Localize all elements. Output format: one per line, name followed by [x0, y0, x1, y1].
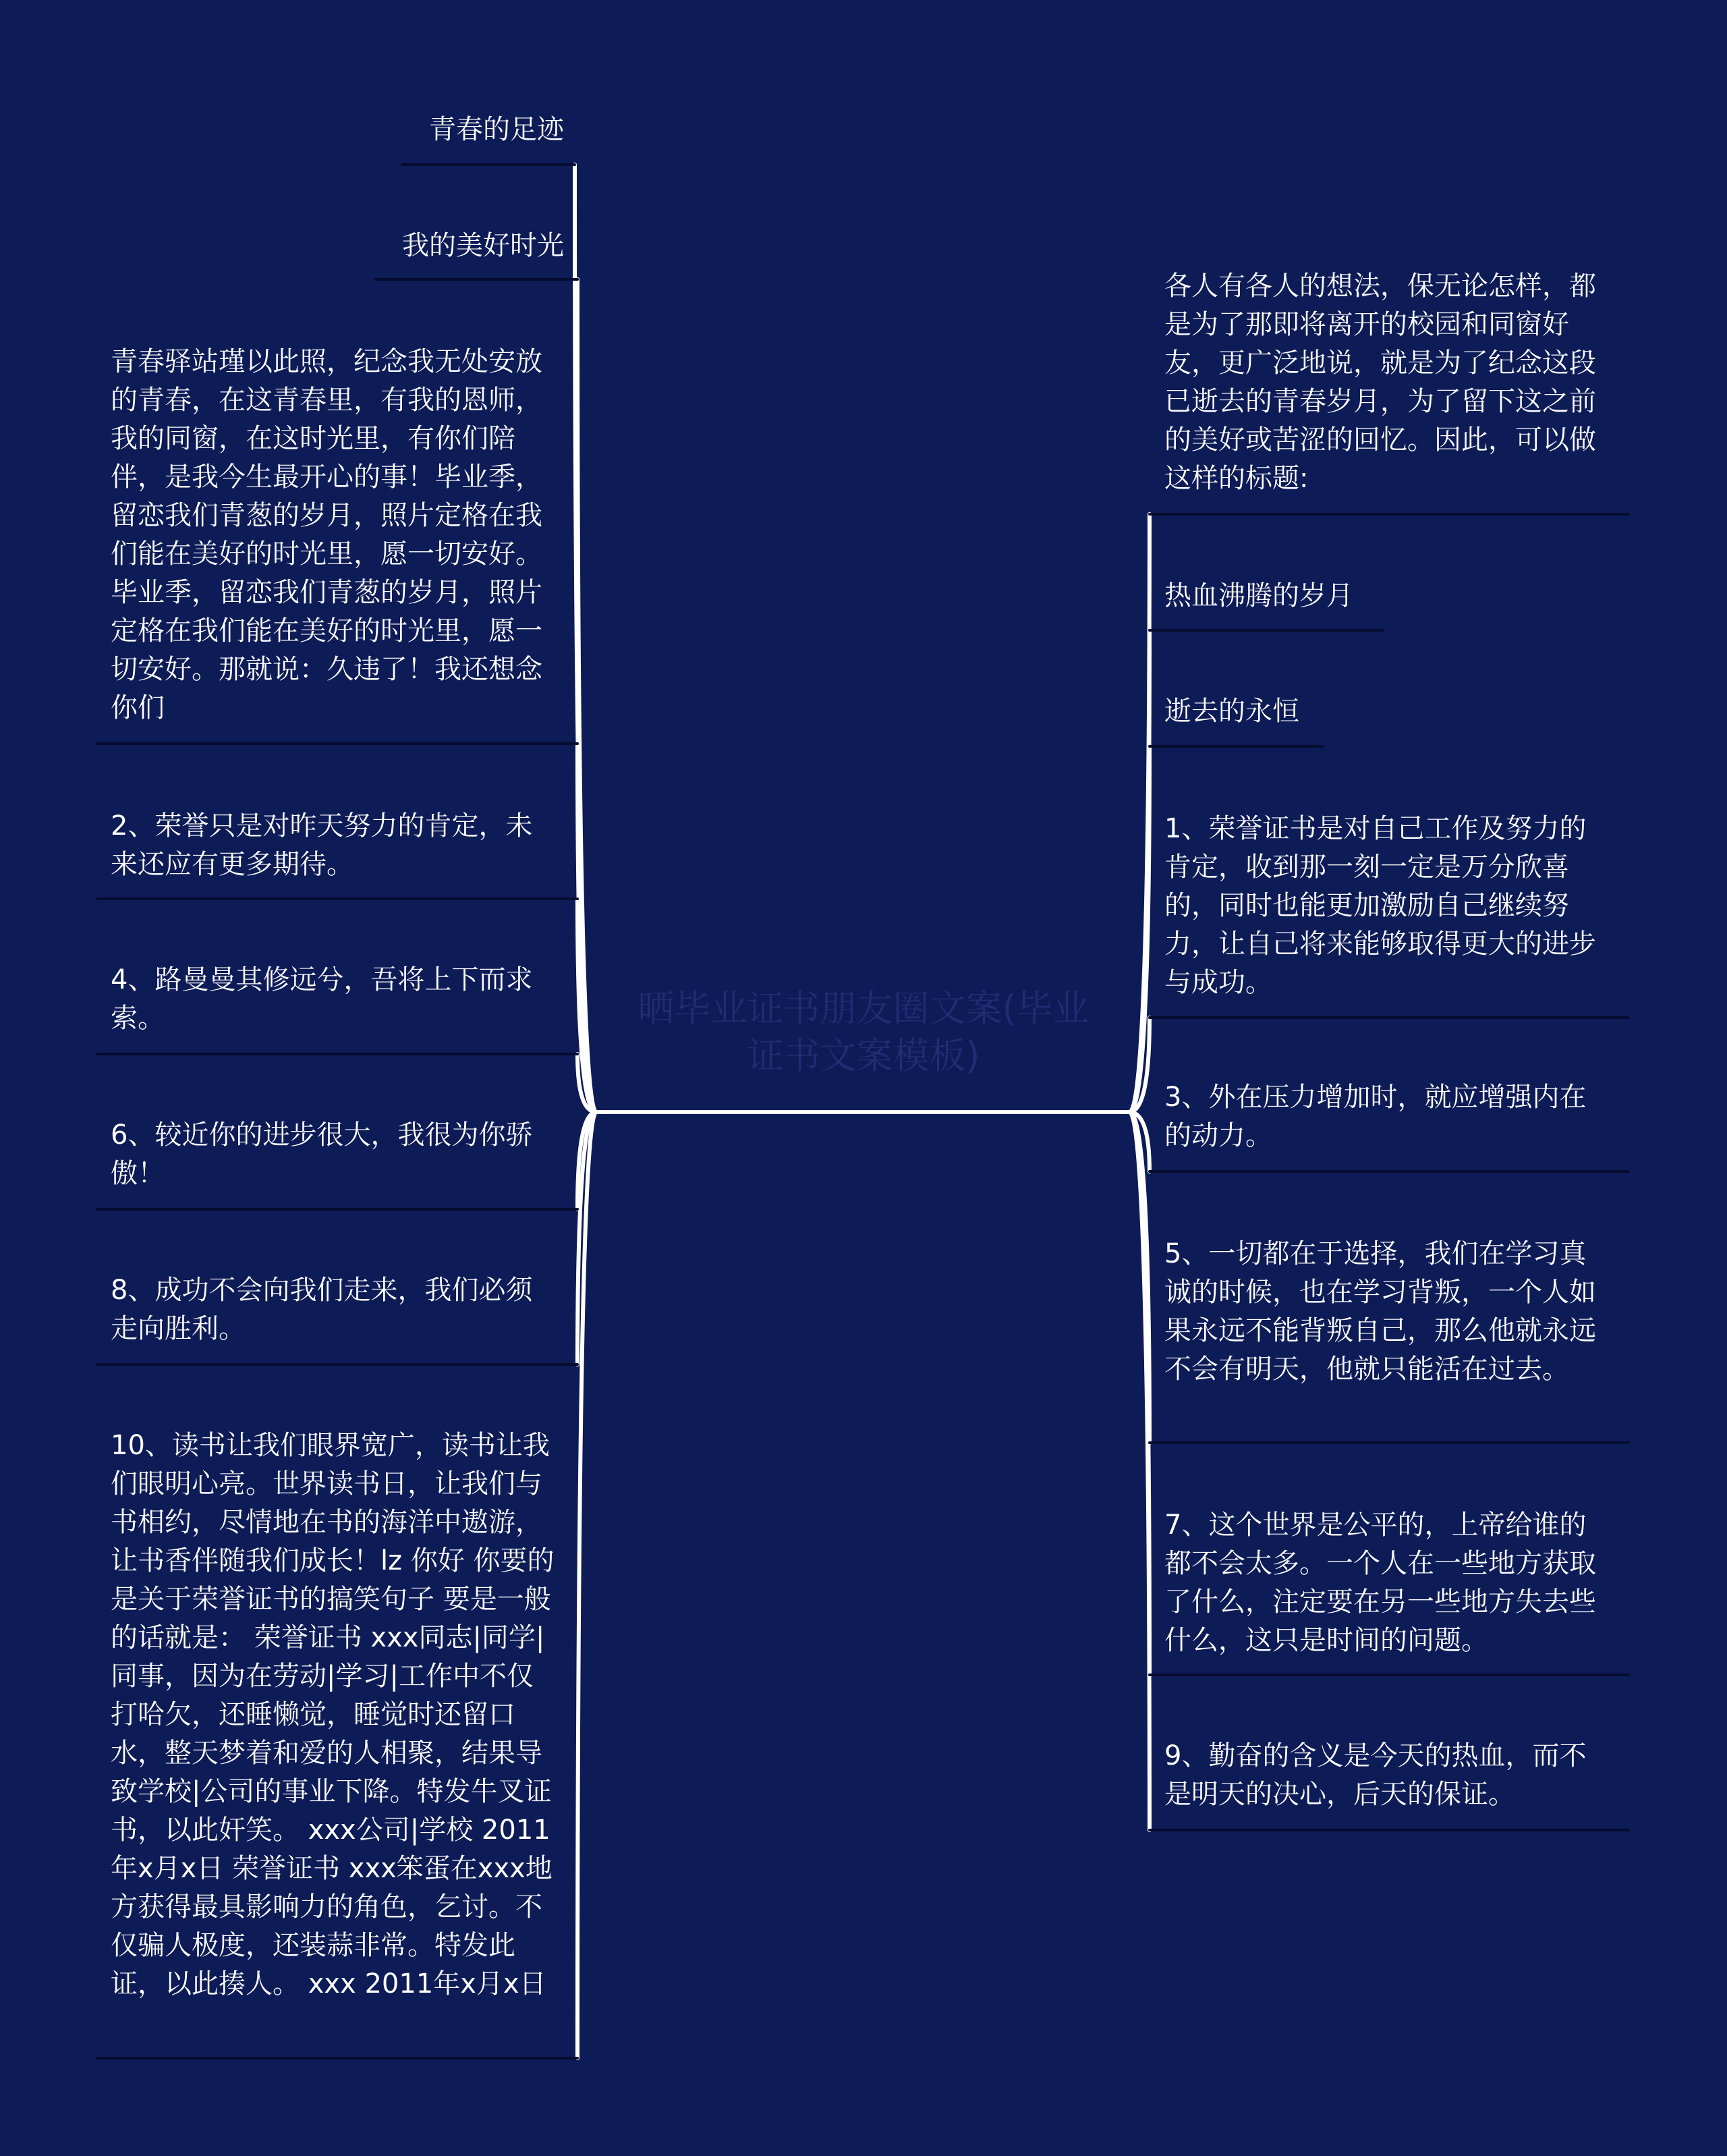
right-node-1: 各人有各人的想法，保无论怎样，都是为了那即将离开的校园和同窗好友，更广泛地说，就是为了纪念这段已逝去的青春岁月，为了留下这之前的美好或苦涩的回忆。因此，可以做这样的标题: [1164, 271, 1596, 494]
right-branch-1 [1129, 514, 1150, 1112]
right-node-2: 热血沸腾的岁月 [1164, 580, 1353, 611]
left-node-6: 6、较近你的进步很大，我很为你骄傲！ [111, 1120, 533, 1189]
left-node-2: 我的美好时光 [402, 230, 564, 261]
right-node-3: 逝去的永恒 [1164, 696, 1299, 727]
left-node-1: 青春的足迹 [429, 114, 564, 145]
left-node-5: 4、路曼曼其修远兮，吾将上下而求索。 [111, 964, 533, 1034]
left-node-3: 青春驿站瑾以此照，纪念我无处安放的青春，在这青春里，有我的恩师，我的同窗，在这时光里，有你们陪伴，是我今生最开心的事！毕业季，留恋我们青葱的岁月，照片定格在我们能在美好的时光里，愿一切安好。毕业季，留恋我们青葱的岁月，照片定格在我们能在美好的时光里，愿一切安好。那就说：久违了！我还想念你们 [111, 346, 542, 723]
left-node-8: 10、读书让我们眼界宽广，读书让我们眼明心亮。世界读书日，让我们与书相约，尽情地在书的海洋中遨游，让书香伴随我们成长！lz 你好 你要的是关于荣誉证书的搞笑句子 要是一般的话就是： 荣誉证书 xxx同志|同学|同事，因为在劳动|学习|工作中不仅打哈欠，还睡懒觉，睡觉时还留口水，整天梦着和爱的人相聚，结果导致学校|公司的事业下降。特发牛叉证书，以此奸笑。 xxx公司|学校 2011年x月x日 荣誉证书 xxx笨蛋在xxx地方获得最具影响力的角色，乞讨。不仅骗人极度，还装蒜非常。特发此证，以此揍人。 xxx 2011年x月x日 [111, 1430, 555, 1999]
right-node-4: 1、荣誉证书是对自己工作及努力的肯定，收到那一刻一定是万分欣喜的，同时也能更加激励自己继续努力，让自己将来能够取得更大的进步与成功。 [1164, 813, 1596, 998]
right-node-6: 5、一切都在于选择，我们在学习真诚的时候，也在学习背叛，一个人如果永远不能背叛自己，那么他就永远不会有明天，他就只能活在过去。 [1164, 1238, 1596, 1385]
right-node-8: 9、勤奋的含义是今天的热血，而不是明天的决心，后天的保证。 [1164, 1740, 1587, 1810]
right-node-5: 3、外在压力增加时，就应增强内在的动力。 [1164, 1082, 1587, 1151]
right-node-7: 7、这个世界是公平的，上帝给谁的都不会太多。一个人在一些地方获取了什么，注定要在另一些地方失去些什么，这只是时间的问题。 [1164, 1510, 1596, 1656]
left-node-4: 2、荣誉只是对昨天努力的肯定，未来还应有更多期待。 [111, 810, 533, 880]
left-node-7: 8、成功不会向我们走来，我们必须走向胜利。 [111, 1275, 533, 1344]
central-topic: 晒毕业证书朋友圈文案(毕业证书文案模板) [638, 987, 1089, 1077]
